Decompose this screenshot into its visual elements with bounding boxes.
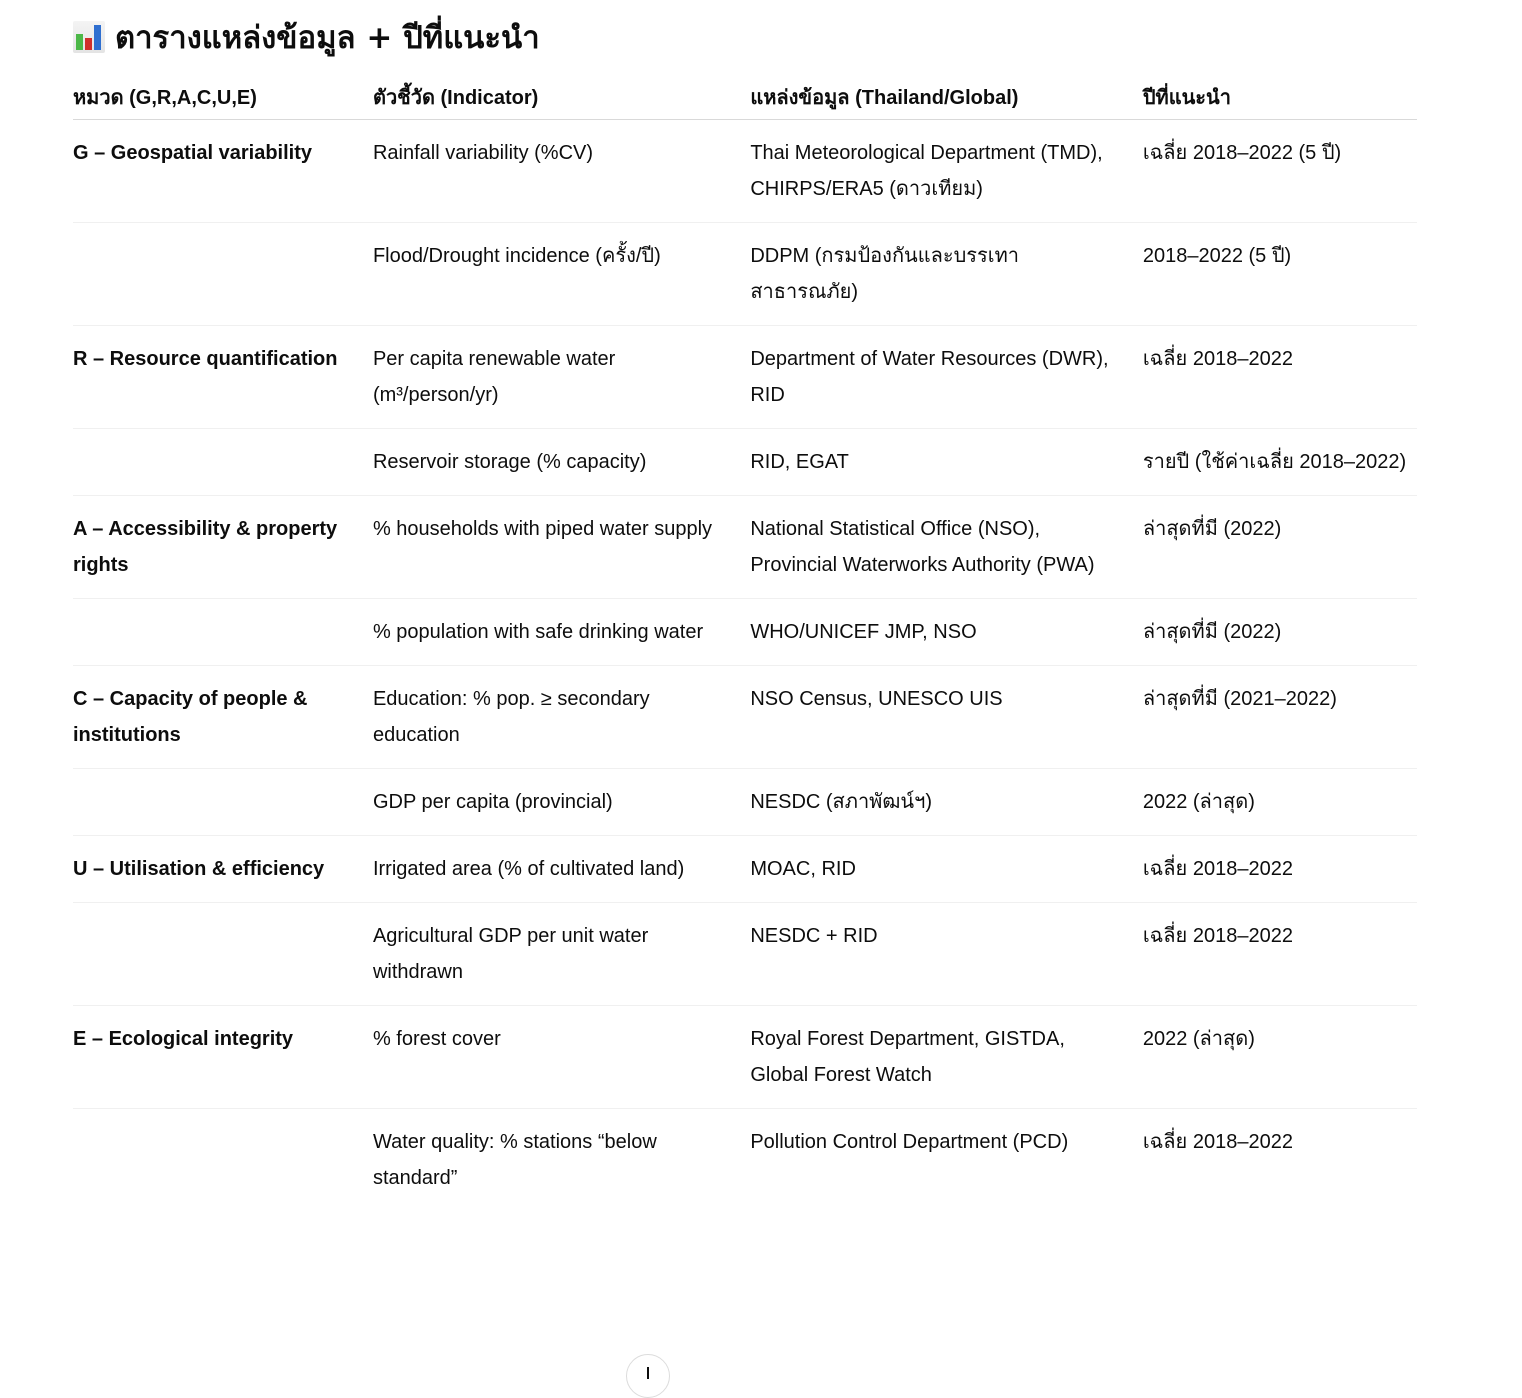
cell-indicator: % households with piped water supply: [373, 496, 750, 599]
cell-category: R – Resource quantification: [73, 326, 373, 429]
cell-indicator: Irrigated area (% of cultivated land): [373, 836, 750, 903]
cell-source: National Statistical Office (NSO), Provincial Waterworks Authority (PWA): [750, 496, 1143, 599]
cell-year: เฉลี่ย 2018–2022: [1143, 903, 1417, 1006]
cell-year: 2022 (ล่าสุด): [1143, 1006, 1417, 1109]
page-title-text: ตารางแหล่งข้อมูล + ปีที่แนะนำ: [115, 20, 540, 56]
cell-year: 2018–2022 (5 ปี): [1143, 223, 1417, 326]
cell-source: RID, EGAT: [750, 429, 1143, 496]
cell-source: Royal Forest Department, GISTDA, Global Forest Watch: [750, 1006, 1143, 1109]
cell-indicator: Rainfall variability (%CV): [373, 120, 750, 223]
cell-year: เฉลี่ย 2018–2022: [1143, 836, 1417, 903]
cell-year: ล่าสุดที่มี (2021–2022): [1143, 666, 1417, 769]
cell-year: ล่าสุดที่มี (2022): [1143, 599, 1417, 666]
cell-indicator: Reservoir storage (% capacity): [373, 429, 750, 496]
cell-category: [73, 223, 373, 326]
cell-source: Pollution Control Department (PCD): [750, 1131, 1069, 1153]
table-row: [73, 599, 1417, 666]
cell-category: [73, 769, 373, 836]
cell-category: [73, 599, 373, 666]
table-row: [73, 1006, 1417, 1109]
arrow-down-icon: [647, 1367, 649, 1379]
cell-source: NESDC (สภาพัฒน์ฯ): [750, 769, 1143, 836]
cell-indicator: Agricultural GDP per unit water withdrawn: [373, 903, 750, 1006]
table-row: [73, 223, 1417, 326]
cell-indicator: % forest cover: [373, 1006, 750, 1109]
cell-year: เฉลี่ย 2018–2022 (5 ปี): [1143, 120, 1417, 223]
cell-category: C – Capacity of people & institutions: [73, 666, 373, 769]
cell-year: ล่าสุดที่มี (2022): [1143, 496, 1417, 599]
page-title: [73, 12, 540, 62]
cell-indicator: GDP per capita (provincial): [373, 769, 750, 836]
bar-chart-icon: [73, 21, 105, 53]
cell-source: WHO/UNICEF JMP, NSO: [750, 599, 1143, 666]
cell-source: Department of Water Resources (DWR), RID: [750, 326, 1143, 429]
scroll-to-bottom-button[interactable]: [626, 1354, 670, 1398]
table-row: [73, 769, 1417, 836]
header-year: ปีที่แนะนำ: [1143, 76, 1417, 120]
cell-year: เฉลี่ย 2018–2022: [1142, 1131, 1293, 1153]
cell-indicator: Flood/Drought incidence (ครั้ง/ปี): [373, 223, 750, 326]
table-row: [73, 120, 1417, 223]
cell-category: [73, 1109, 373, 1212]
cell-source: MOAC, RID: [750, 836, 1143, 903]
cell-category: E – Ecological integrity: [73, 1006, 373, 1109]
cell-source: Thai Meteorological Department (TMD), CHIRPS/ERA5 (ดาวเทียม): [750, 120, 1143, 223]
cell-indicator: % population with safe drinking water: [373, 599, 750, 666]
cell-category: [73, 903, 373, 1006]
bar-green: [76, 34, 83, 50]
cell-category: [73, 429, 373, 496]
bar-blue: [94, 25, 101, 50]
cell-source: NSO Census, UNESCO UIS: [750, 666, 1143, 769]
cell-year: 2022 (ล่าสุด): [1143, 769, 1417, 836]
cell-source: DDPM (กรมป้องกันและบรรเทาสาธารณภัย): [750, 223, 1143, 326]
header-category: หมวด (G,R,A,C,U,E): [73, 76, 373, 120]
cell-indicator: Per capita renewable water (m³/person/yr): [373, 326, 750, 429]
cell-year: รายปี (ใช้ค่าเฉลี่ย 2018–2022): [1143, 429, 1417, 496]
header-indicator: ตัวชี้วัด (Indicator): [373, 76, 750, 120]
table-row: [73, 836, 1417, 903]
table-row: [73, 429, 1417, 496]
cell-category: G – Geospatial variability: [73, 120, 373, 223]
cell-indicator: Education: % pop. ≥ secondary education: [373, 666, 750, 769]
cell-source: NESDC + RID: [750, 903, 1143, 1006]
table-row: [73, 496, 1417, 599]
table-row: [73, 326, 1417, 429]
table-row: [73, 666, 1417, 769]
cell-indicator: Water quality: % stations “below standard”: [372, 1131, 657, 1189]
bar-red: [85, 38, 92, 50]
cell-category: A – Accessibility & property rights: [73, 496, 373, 599]
table-row: [73, 903, 1417, 1006]
cell-year: เฉลี่ย 2018–2022: [1143, 326, 1417, 429]
header-source: แหล่งข้อมูล (Thailand/Global): [750, 76, 1143, 120]
table-header-row: [73, 76, 1417, 120]
cell-category: U – Utilisation & efficiency: [73, 836, 373, 903]
data-sources-table: [73, 76, 1417, 1211]
table-row: [73, 1109, 1417, 1212]
